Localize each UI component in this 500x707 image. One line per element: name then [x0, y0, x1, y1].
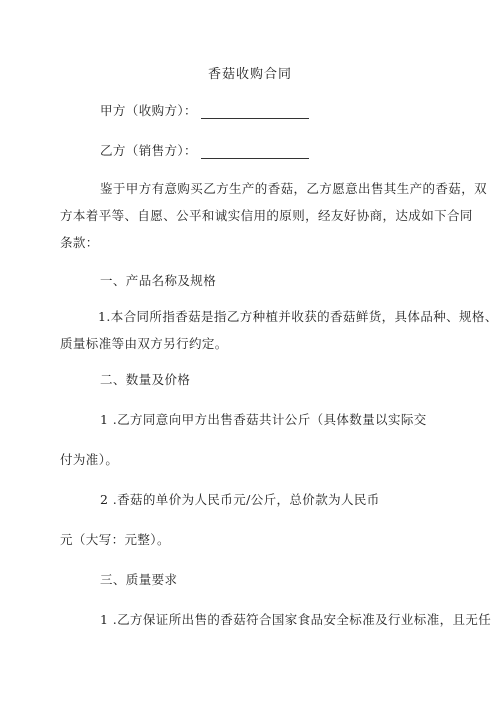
section2-item1-line-1: 1 .乙方同意向甲方出售香菇共计公斤（具体数量以实际交: [100, 412, 427, 427]
party-b-label: 乙方（销售方）：: [100, 143, 197, 158]
party-b-line: [0, 143, 500, 159]
section1-heading: 一、产品名称及规格: [100, 273, 217, 288]
party-a-blank-field[interactable]: [201, 105, 309, 119]
party-a-line: [0, 103, 500, 119]
section3-heading: 三、质量要求: [100, 572, 178, 587]
section1-text-line-1: 1.本合同所指香菇是指乙方种植并收获的香菇鲜货，具体品种、规格、: [98, 309, 498, 324]
section3-item1-line-1: 1 .乙方保证所出售的香菇符合国家食品安全标准及行业标准，且无任: [100, 612, 492, 627]
section2-item2-line-2: 元（大写：元整）。: [60, 532, 170, 547]
document-title: 香菇收购合同: [207, 67, 292, 82]
party-a-label: 甲方（收购方）：: [100, 103, 197, 118]
party-b-blank-field[interactable]: [201, 145, 309, 159]
intro-line-3: 条款：: [60, 235, 99, 250]
intro-line-1: 鉴于甲方有意购买乙方生产的香菇，乙方愿意出售其生产的香菇，双: [100, 181, 488, 196]
section2-item1-line-2: 付为准）。: [60, 452, 119, 467]
section1-text-line-2: 质量标准等由双方另行约定。: [60, 336, 228, 351]
section2-heading: 二、数量及价格: [100, 372, 191, 387]
section2-item2-line-1: 2 .香菇的单价为人民币元/公斤，总价款为人民币: [100, 492, 380, 507]
intro-line-2: 方本着平等、自愿、公平和诚实信用的原则，经友好协商，达成如下合同: [60, 208, 473, 223]
